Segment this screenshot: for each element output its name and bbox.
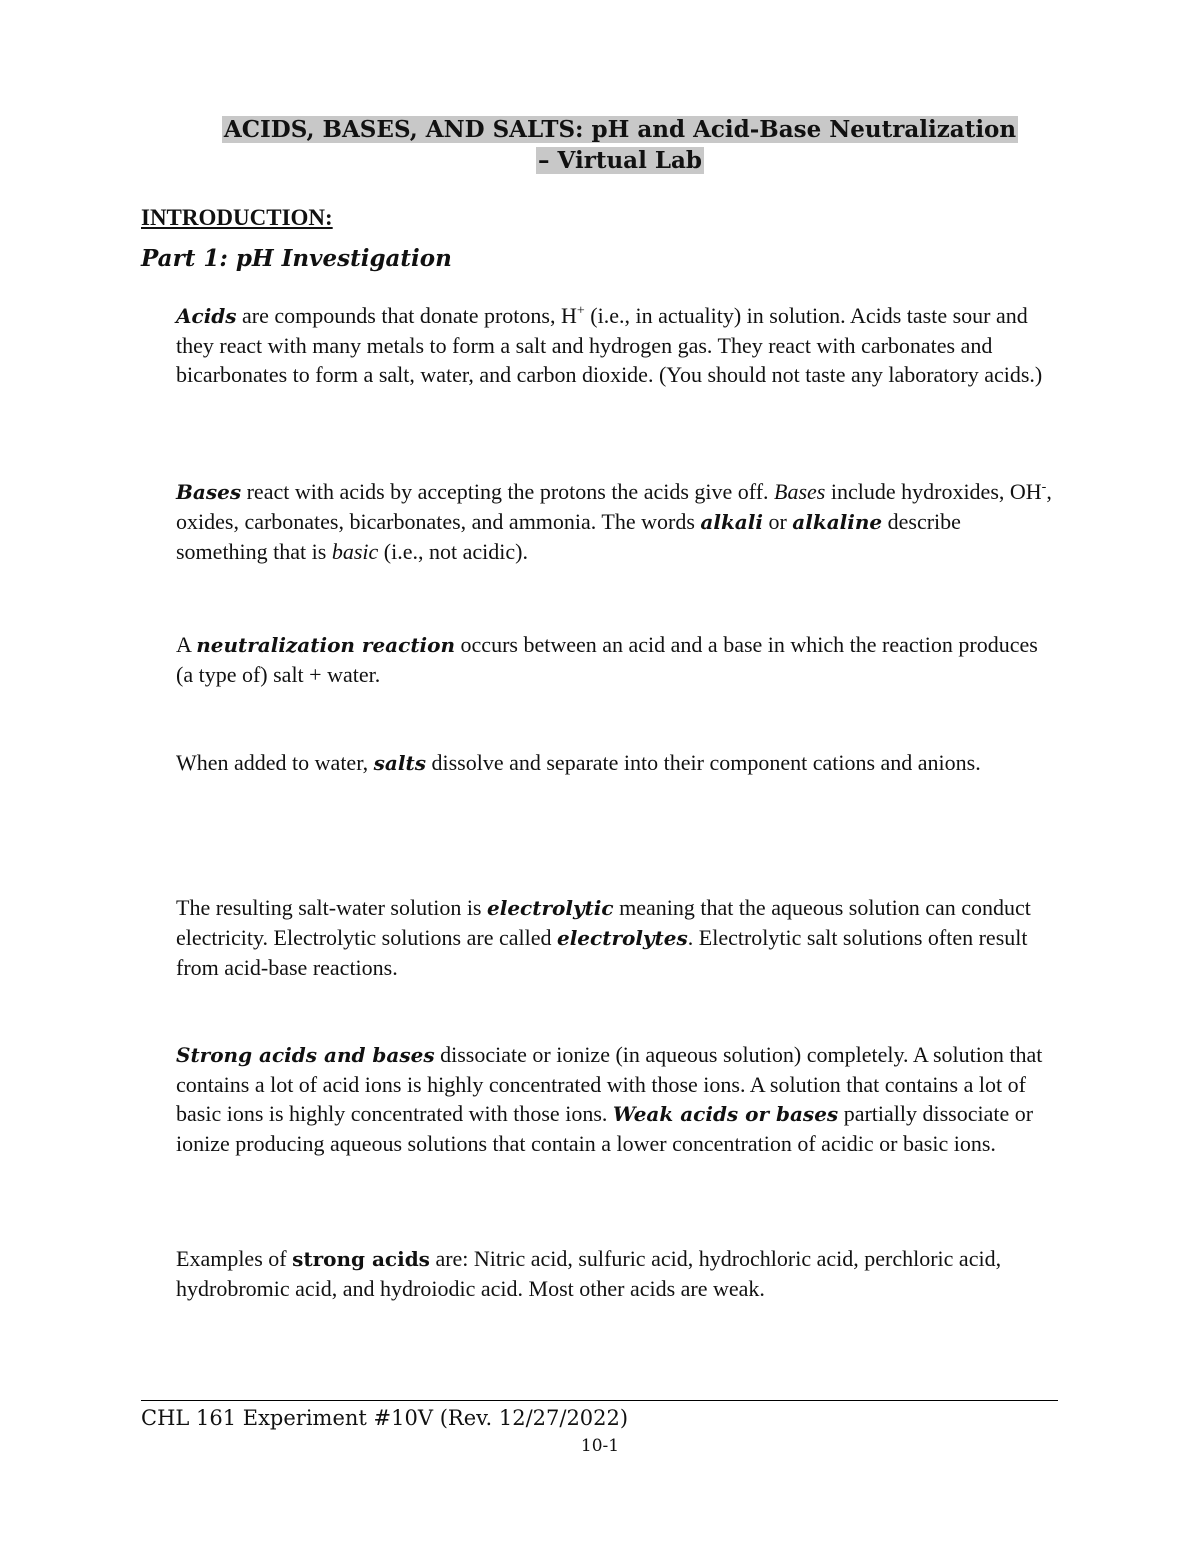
term-acids: Acids (176, 304, 237, 328)
term-salts: salts (373, 751, 426, 775)
page-number: 10-1 (580, 1436, 620, 1456)
term-neutralization-reaction: neutralization reaction (196, 633, 456, 657)
paragraph-electrolytes: The resulting salt-water solution is electrolytic meaning that the aqueous solution can conduct electricity. Electrolytic solutions are called electrolytes. Electrolytic salt solutions often result from acid-base reactions. (176, 895, 1031, 980)
document-title (140, 114, 1100, 176)
paragraph-bases: Bases react with acids by accepting the protons the acids give off. Bases include hydroxides, OH-, oxides, carbonates, bicarbonates, and ammonia. The words alkali or alkaline describe something that is basic (i.e., not acidic). (176, 479, 1052, 564)
paragraph-strong-acid-examples: Examples of strong acids are: Nitric acid, sulfuric acid, hydrochloric acid, perchloric acid, hydrobromic acid, and hydroiodic acid. Most other acids are weak. (176, 1246, 1002, 1301)
paragraph-acids: Acids are compounds that donate protons, H+ (i.e., in actuality) in solution. Acids taste sour and they react with many metals to form a salt and hydrogen gas. They react with carbonates and bicarbonates to form a salt, water, and carbon dioxide. (You should not taste any laboratory acids.) (176, 303, 1043, 387)
footer-text: CHL 161 Experiment #10V (Rev. 12/27/2022) (141, 1406, 629, 1430)
footer-rule (141, 1400, 1058, 1401)
paragraph-neutralization: A neutralization reaction occurs between an acid and a base in which the reaction produces (a type of) salt + water. (176, 632, 1038, 687)
paragraph-strong-weak: Strong acids and bases dissociate or ionize (in aqueous solution) completely. A solution that contains a lot of acid ions is highly concentrated with those ions. A solution that contains a lot of basic ions is highly concentrated with those ions. Weak acids or bases partially dissociate or ionize producing aqueous solutions that contain a lower concentration of acidic or basic ions. (176, 1042, 1043, 1156)
term-weak-acids-bases: Weak acids or bases (612, 1102, 839, 1126)
term-electrolytes: electrolytes (556, 926, 688, 950)
title-line-2: – Virtual Lab (538, 147, 702, 174)
paragraph-salts: When added to water, salts dissolve and separate into their component cations and anions. (176, 750, 981, 775)
term-strong-acids: strong acids (292, 1247, 430, 1271)
term-electrolytic: electrolytic (487, 896, 614, 920)
title-line-1: ACIDS, BASES, AND SALTS: pH and Acid-Base Neutralization (223, 116, 1017, 143)
term-alkaline: alkaline (792, 510, 883, 534)
part-1-heading: Part 1: pH Investigation (141, 245, 452, 272)
term-bases: Bases (176, 480, 242, 504)
introduction-heading: INTRODUCTION: (141, 205, 333, 230)
term-alkali: alkali (700, 510, 763, 534)
term-strong-acids-bases: Strong acids and bases (176, 1043, 435, 1067)
